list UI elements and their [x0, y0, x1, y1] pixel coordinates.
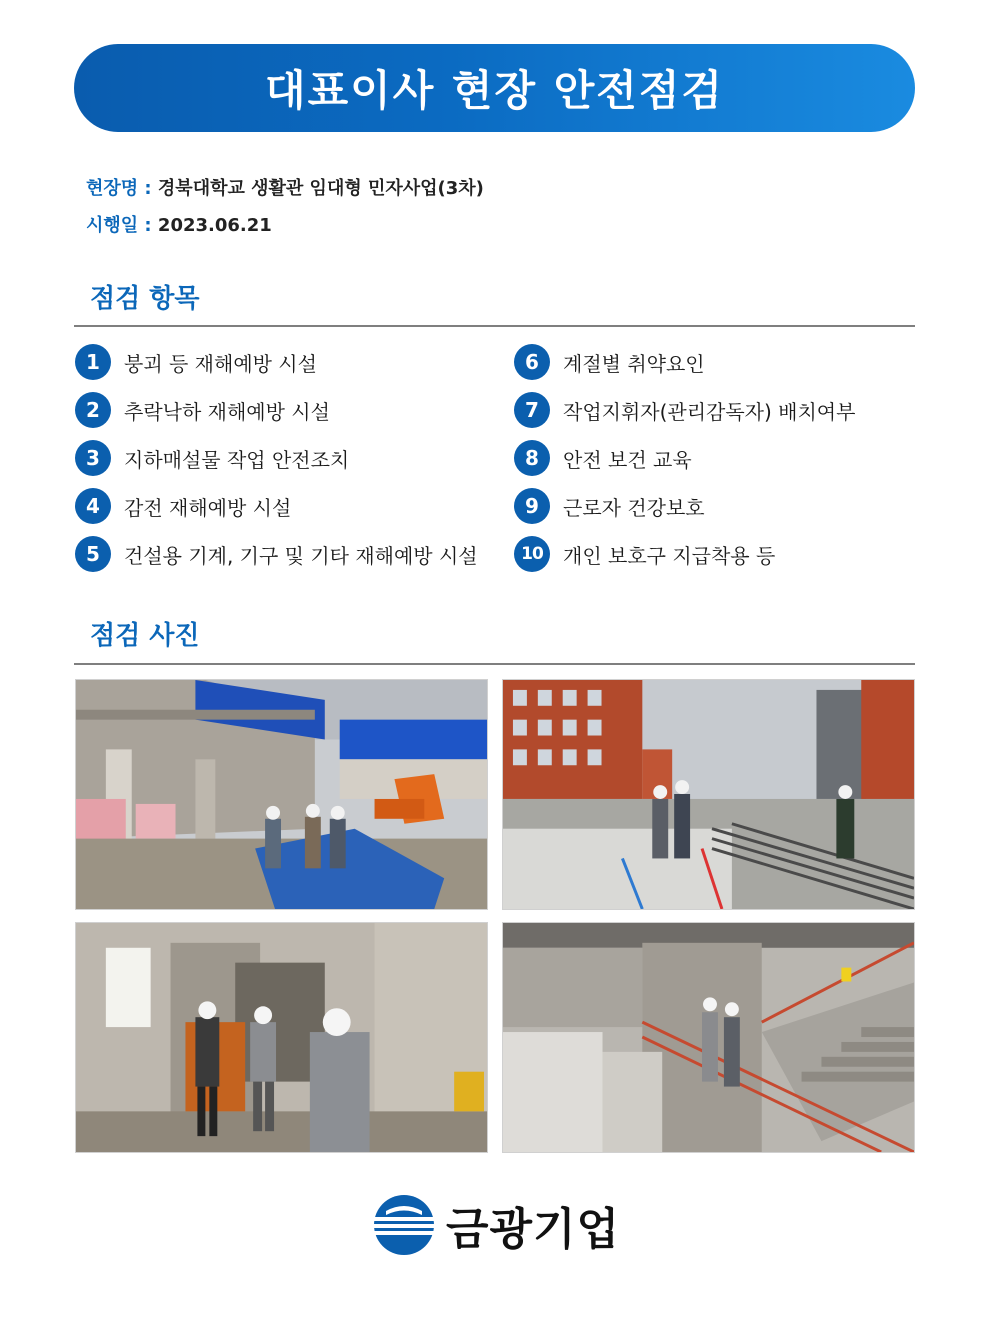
inspection-photo-2 [502, 679, 915, 910]
check-item-1 [75, 344, 317, 380]
item-number-badge: 10 [514, 536, 550, 572]
check-item-9 [514, 488, 705, 524]
photos-heading: 점검 사진 [90, 621, 200, 651]
check-item-text: 지하매설물 작업 안전조치 [124, 447, 350, 472]
check-item-text: 감전 재해예방 시설 [124, 495, 292, 520]
inspection-photo-1 [75, 679, 488, 910]
item-number-badge: 3 [75, 440, 111, 476]
check-item-8 [514, 440, 692, 476]
check-item-text: 붕괴 등 재해예방 시설 [124, 351, 317, 376]
item-number-badge: 9 [514, 488, 550, 524]
check-item-7 [514, 392, 855, 428]
date-info [86, 211, 272, 237]
check-item-text: 건설용 기계, 기구 및 기타 재해예방 시설 [124, 543, 478, 568]
check-item-4 [75, 488, 291, 524]
site-label: 현장명 : [86, 178, 152, 199]
page-title: 대표이사 현장 안전점검 [265, 66, 724, 115]
company-logo [372, 1193, 620, 1257]
inspection-photo-3 [75, 922, 488, 1153]
date-value: 2023.06.21 [157, 215, 272, 236]
check-item-text: 작업지휘자(관리감독자) 배치여부 [563, 399, 856, 424]
check-item-5 [75, 536, 478, 572]
check-item-text: 안전 보건 교육 [563, 447, 692, 472]
item-number-badge: 5 [75, 536, 111, 572]
item-number-badge: 6 [514, 344, 550, 380]
check-item-text: 계절별 취약요인 [563, 351, 705, 376]
item-number-badge: 4 [75, 488, 111, 524]
date-label: 시행일 : [86, 215, 152, 236]
item-number-badge: 8 [514, 440, 550, 476]
item-number-badge: 1 [75, 344, 111, 380]
item-number-badge: 2 [75, 392, 111, 428]
check-item-2 [75, 392, 330, 428]
check-item-3 [75, 440, 349, 476]
item-number-badge: 7 [514, 392, 550, 428]
company-logo-icon [372, 1193, 436, 1257]
check-item-text: 근로자 건강보호 [563, 495, 705, 520]
section-divider [74, 325, 915, 327]
check-item-text: 개인 보호구 지급착용 등 [563, 543, 776, 568]
company-name: 금광기업 [446, 1204, 621, 1255]
site-value: 경북대학교 생활관 임대형 민자사업(3차) [157, 178, 484, 199]
check-item-text: 추락낙하 재해예방 시설 [124, 399, 330, 424]
site-info [86, 174, 484, 200]
check-items-heading: 점검 항목 [90, 284, 200, 314]
inspection-photo-4 [502, 922, 915, 1153]
section-divider [74, 663, 915, 665]
title-banner [74, 44, 915, 132]
check-item-10 [514, 536, 775, 572]
check-item-6 [514, 344, 705, 380]
